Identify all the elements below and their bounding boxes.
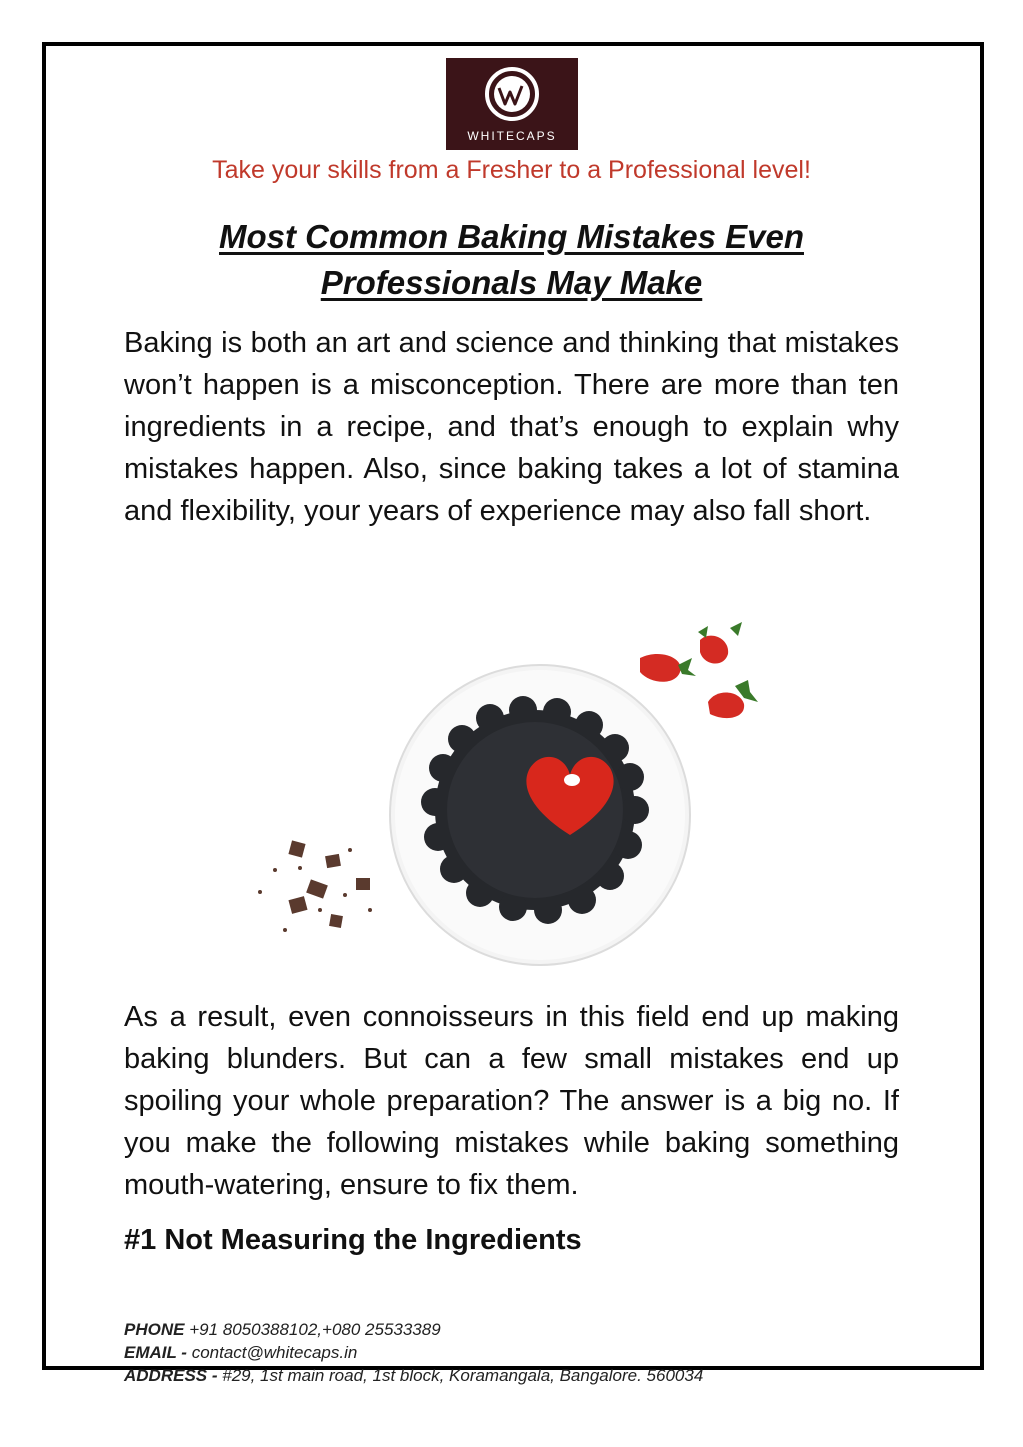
email-label: EMAIL - xyxy=(124,1343,187,1362)
section-heading: #1 Not Measuring the Ingredients xyxy=(124,1224,582,1256)
title-line-1: Most Common Baking Mistakes Even xyxy=(219,218,804,255)
title-line-2: Professionals May Make xyxy=(320,264,703,301)
address-value: #29, 1st main road, 1st block, Koramangala, Bangalore. 560034 xyxy=(217,1366,704,1385)
phone-line xyxy=(124,1318,703,1341)
logo-wordmark: WHITECAPS xyxy=(467,129,557,143)
phone-value: +91 8050388102,+080 25533389 xyxy=(184,1320,441,1339)
tagline: Take your skills from a Fresher to a Professional level! xyxy=(212,156,811,184)
intro-paragraph: Baking is both an art and science and thinking that mistakes won’t happen is a misconception. There are more than ten ingredients in a recipe, and that’s enough to explain why mistakes happen. Also, since baking takes a lot of stamina and flexibility, your years of experience may also fall short. xyxy=(124,327,899,527)
body-paragraph: As a result, even connoisseurs in this field end up making baking blunders. But can a few small mistakes end up spoiling your whole preparation? The answer is a big no. If you make the following mistakes while baking something mouth-watering, ensure to fix them. xyxy=(124,1001,899,1201)
dessert-photo xyxy=(230,610,790,980)
phone-label: PHONE xyxy=(124,1320,185,1339)
address-line xyxy=(124,1364,703,1387)
article-title xyxy=(0,214,1023,306)
email-value: contact@whitecaps.in xyxy=(186,1343,358,1362)
whitecaps-logo xyxy=(446,58,578,150)
address-label: ADDRESS - xyxy=(124,1366,218,1385)
contact-footer xyxy=(124,1318,703,1387)
email-line xyxy=(124,1341,703,1364)
